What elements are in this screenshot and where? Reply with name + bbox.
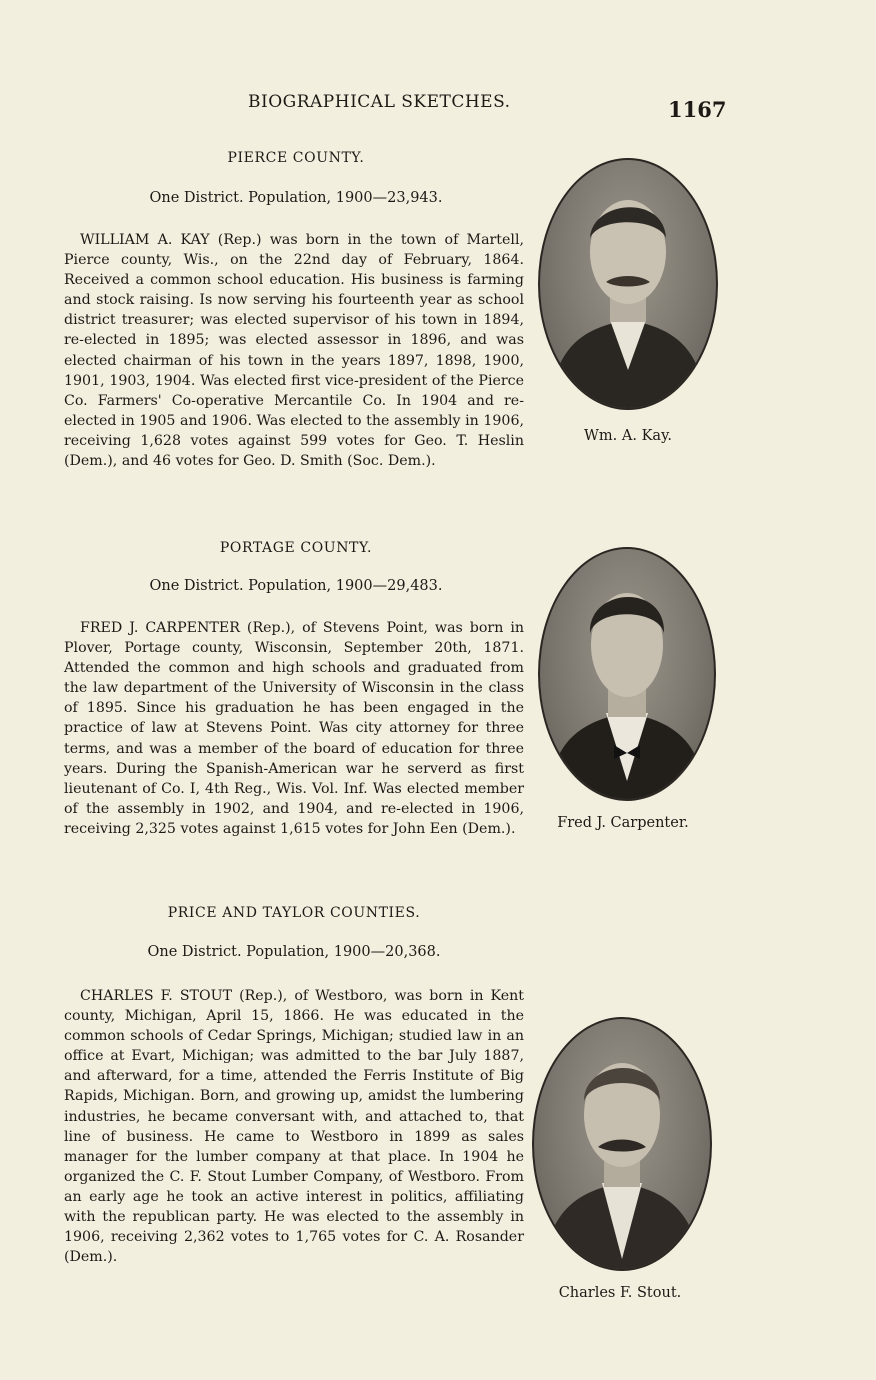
district-line-portage: One District. Population, 1900—29,483. [149,578,443,594]
portrait-figure [540,549,714,799]
portrait-fred-j-carpenter [538,547,716,801]
page-number: 1167 [668,97,727,122]
caption-william-a-kay: Wm. A. Kay. [584,428,672,444]
caption-charles-f-stout: Charles F. Stout. [558,1285,682,1301]
portrait-figure [534,1019,710,1269]
district-line-pierce: One District. Population, 1900—23,943. [149,190,443,206]
portrait-charles-f-stout [532,1017,712,1271]
portrait-figure [540,160,716,408]
county-heading-price-taylor: PRICE AND TAYLOR COUNTIES. [167,905,421,921]
county-heading-pierce: PIERCE COUNTY. [227,150,365,166]
portrait-william-a-kay [538,158,718,410]
biography-william-a-kay: WILLIAM A. KAY (Rep.) was born in the town of Martell, Pierce county, Wis., on the 22nd day of February, 1864. Received a common school education. His business is farming and stock raising. Is now serving his fourteenth year as school district treasurer; was elected supervisor of his town in 1894, re-elected in 1895; was elected assessor in 1896, and was elected chairman of his town in the years 1897, 1898, 1900, 1901, 1903, 1904. Was elected first vice-president of the Pierce Co. Farmers' Co-operative Mercantile Co. In 1904 and re-elected in 1905 and 1906. Was elected to the assembly in 1906, receiving 1,628 votes against 599 votes for Geo. T. Heslin (Dem.), and 46 votes for Geo. D. Smith (Soc. Dem.). [64,232,524,470]
county-heading-portage: PORTAGE COUNTY. [219,540,373,556]
biography-fred-j-carpenter: FRED J. CARPENTER (Rep.), of Stevens Point, was born in Plover, Portage county, Wisconsin, September 20th, 1871. Attended the common and high schools and graduated from the law department of the University of Wisconsin in the class of 1895. Since his graduation he has been engaged in the practice of law at Stevens Point. Was city attorney for three terms, and was a member of the board of education for three years. During the Spanish-American war he serverd as first lieutenant of Co. I, 4th Reg., Wis. Vol. Inf. Was elected member of the assembly in 1902, and 1904, and re-elected in 1906, receiving 2,325 votes against 1,615 votes for John Een (Dem.). [64,620,524,837]
district-line-price-taylor: One District. Population, 1900—20,368. [147,944,441,960]
caption-fred-j-carpenter: Fred J. Carpenter. [557,815,689,831]
biography-charles-f-stout: CHARLES F. STOUT (Rep.), of Westboro, was born in Kent county, Michigan, April 15, 1866. He was educated in the common schools of Cedar Springs, Michigan; studied law in an office at Evart, Michigan; was admitted to the bar July 1887, and afterward, for a time, attended the Ferris Institute of Big Rapids, Michigan. Born, and growing up, amidst the lumbering industries, he became conversant with, and attached to, that line of business. He came to Westboro in 1899 as sales manager for the lumber company at that place. In 1904 he organized the C. F. Stout Lumber Company, of Westboro. From an early age he took an active interest in politics, affiliating with the republican party. He was elected to the assembly in 1906, receiving 2,362 votes to 1,765 votes for C. A. Rosander (Dem.). [64,988,524,1266]
running-head: BIOGRAPHICAL SKETCHES. [248,92,511,112]
